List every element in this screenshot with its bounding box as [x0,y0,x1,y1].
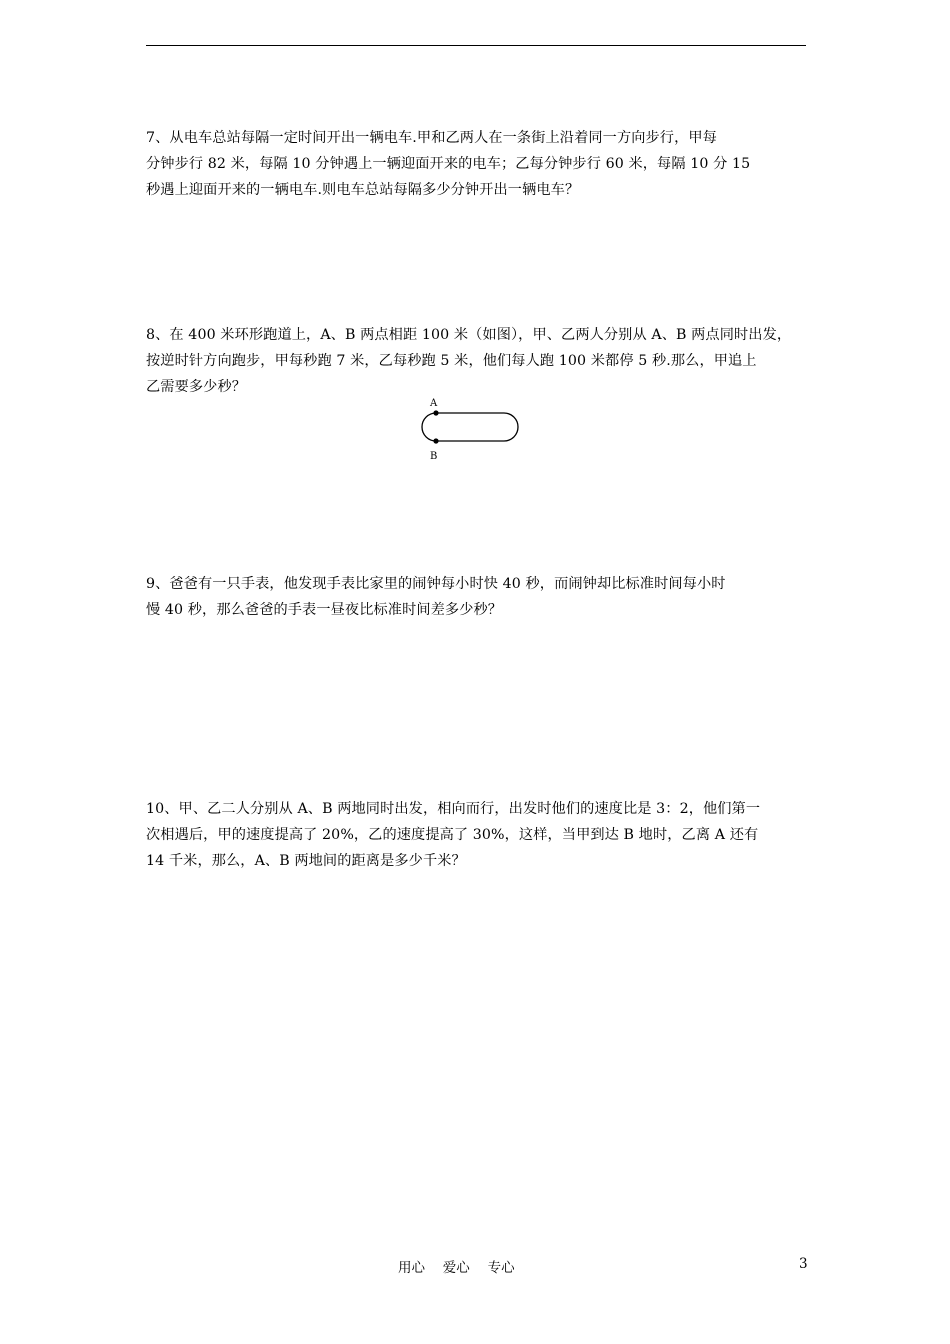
problem-line: 9、爸爸有一只手表，他发现手表比家里的闹钟每小时快 40 秒，而闹钟却比标准时间每小时 [146,576,726,592]
track-outline [422,413,518,441]
problem-9 [146,571,808,623]
track-diagram [418,393,528,465]
footer-motto: 用心 爱心 专心 [398,1260,515,1276]
problem-line: 秒遇上迎面开来的一辆电车.则电车总站每隔多少分钟开出一辆电车？ [146,182,580,198]
problem-line: 分钟步行 82 米，每隔 10 分钟遇上一辆迎面开来的电车；乙每分钟步行 60 米，每隔 10 分 15 [146,156,751,172]
page-number: 3 [799,1256,808,1272]
problem-line: 慢 40 秒，那么爸爸的手表一昼夜比标准时间差多少秒？ [146,602,503,618]
problem-line: 按逆时针方向跑步，甲每秒跑 7 米，乙每秒跑 5 米，他们每人跑 100 米都停 5 秒.那么，甲追上 [146,353,757,369]
point-b-marker [433,438,438,443]
header-rule [146,45,806,46]
problem-line: 次相遇后，甲的速度提高了 20%，乙的速度提高了 30%，这样，当甲到达 B 地时，乙离 A 还有 [146,827,759,843]
problem-line: 8、在 400 米环形跑道上，A、B 两点相距 100 米（如图），甲、乙两人分别从 A、B 两点同时出发， [146,327,792,343]
problem-line: 14 千米，那么，A、B 两地间的距离是多少千米？ [146,853,466,869]
point-a-marker [433,410,438,415]
problem-line: 乙需要多少秒？ [146,379,247,395]
point-b-label: B [430,451,438,462]
problem-line: 7、从电车总站每隔一定时间开出一辆电车.甲和乙两人在一条街上沿着同一方向步行，甲每 [146,130,717,146]
point-a-label: A [430,398,438,409]
problem-line: 10、甲、乙二人分别从 A、B 两地同时出发，相向而行，出发时他们的速度比是 3：2，他们第一 [146,801,761,817]
problem-8 [146,322,808,400]
problem-10 [146,796,808,874]
problem-7 [146,125,808,203]
